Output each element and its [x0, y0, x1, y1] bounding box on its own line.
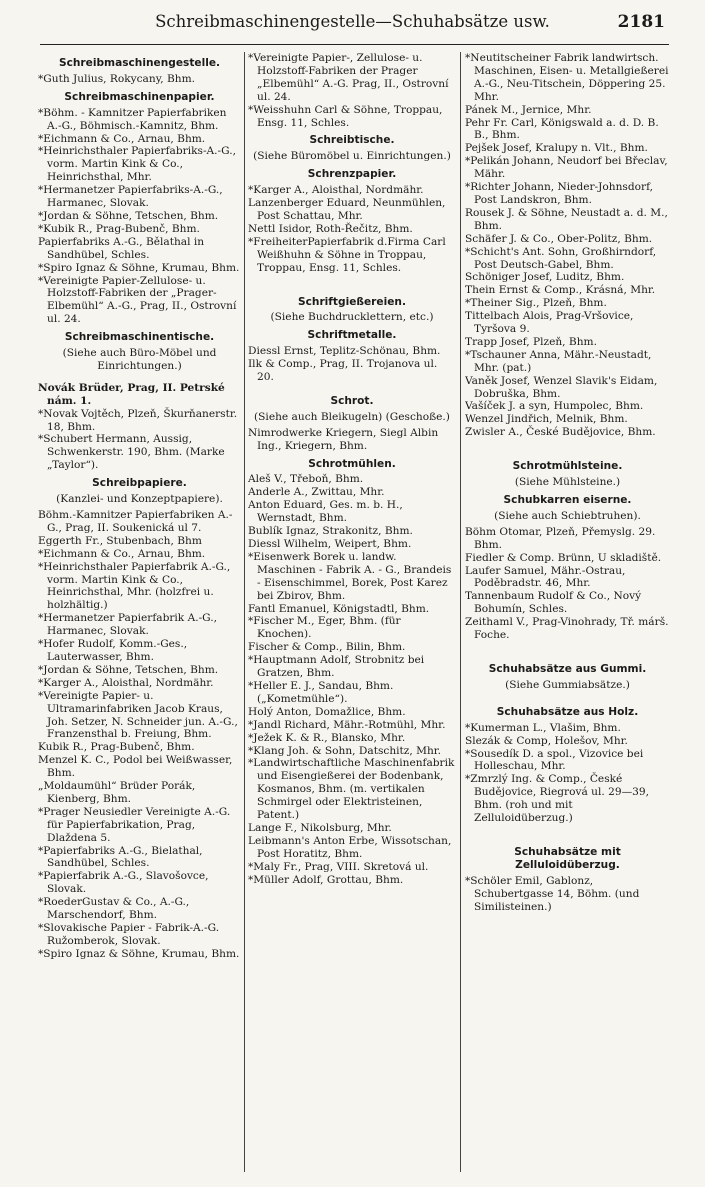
directory-entry: Pánek M., Jernice, Mhr. [465, 103, 592, 116]
directory-entry: *Papierfabrik A.-G., Slavošovce, Slovak. [38, 870, 209, 896]
directory-entry: Leibmann's Anton Erbe, Wissotschan, Post Horatitz, Bhm. [248, 834, 452, 860]
directory-entry: Böhm.-Kamnitzer Papierfabriken A.-G., Prag, II. Soukenická ul 7. [38, 509, 233, 534]
column-divider [460, 52, 461, 1172]
section-heading: Schriftgießereien. [298, 295, 406, 308]
page-header [40, 10, 665, 36]
directory-entry: *Heinrichsthaler Papierfabrik A.-G., vorm. Martin Kink & Co., Heinrichsthal, Mhr. (holzfrei u. holzhältig.) [38, 560, 231, 612]
directory-entry: Lange F., Nikolsburg, Mhr. [248, 821, 392, 834]
header-rule [40, 44, 669, 45]
directory-entry: Zwisler A., České Budějovice, Bhm. [465, 426, 656, 439]
directory-entry: *Böhm. - Kamnitzer Papierfabriken A.-G., Böhmisch.-Kamnitz, Bhm. [38, 106, 227, 132]
directory-entry: *Sousedík D. a spol., Vizovice bei Holleschau, Mhr. [465, 747, 644, 773]
directory-entry: Tannenbaum Rudolf & Co., Nový Bohumín, Schles. [465, 590, 642, 616]
directory-entry: Lanzenberger Eduard, Neunmühlen, Post Schattau, Mhr. [248, 197, 446, 222]
directory-entry: *Schicht's Ant. Sohn, Großhirndorf, Post Deutsch-Gabel, Bhm. [465, 245, 657, 271]
column-2 [248, 52, 456, 1177]
directory-entry: *Zmrzlý Ing. & Comp., České Budějovice, Riegrová ul. 29—39, Bhm. (roh und mit Zelluloidüberzug.) [465, 773, 650, 825]
directory-entry: Fantl Emanuel, Königstadtl, Bhm. [248, 602, 430, 615]
directory-entry: Vaněk Josef, Wenzel Slavik's Eidam, Dobruška, Bhm. [465, 374, 658, 400]
directory-entry: Diessl Ernst, Teplitz-Schönau, Bhm. [248, 345, 441, 358]
section-heading: Schrot. [330, 394, 374, 407]
directory-entry: *Kumerman L., Vlašim, Bhm. [465, 721, 621, 734]
directory-entry: Ilk & Comp., Prag, II. Trojanova ul. 20. [248, 358, 438, 384]
directory-entry: Schäfer J. & Co., Ober-Politz, Bhm. [465, 232, 653, 245]
cross-reference-note: (Siehe auch Bleikugeln) (Geschoße.) [254, 410, 450, 423]
directory-entry: *RoederGustav & Co., A.-G., Marschendorf, Bhm. [38, 896, 190, 922]
spacer [465, 825, 670, 841]
directory-entry: *Theiner Sig., Plzeň, Bhm. [465, 297, 607, 310]
directory-entry: *Klang Joh. & Sohn, Datschitz, Mhr. [248, 744, 442, 757]
directory-entry: *Eichmann & Co., Arnau, Bhm. [38, 547, 206, 560]
directory-entry: Thein Ernst & Comp., Krásná, Mhr. [465, 284, 656, 297]
directory-entry: Vašíček J. a syn, Humpolec, Bhm. [465, 400, 644, 413]
directory-entry: Anderle A., Zwittau, Mhr. [248, 486, 385, 499]
directory-entry: *Heller E. J., Sandau, Bhm. („Kometmühle“). [248, 679, 394, 705]
directory-entry: *Jordan & Söhne, Tetschen, Bhm. [38, 209, 219, 222]
spacer [248, 275, 456, 291]
directory-entry: *Vereinigte Papier-Zellulose- u. Holzstoff-Fabriken der „Prager-Elbemühl“ A.-G., Prag, II., Ostrovní ul. 24. [38, 274, 237, 326]
directory-entry: *Pelikán Johann, Neudorf bei Břeclav, Mähr. [465, 155, 668, 181]
cross-reference-note: (Siehe Mühlsteine.) [514, 476, 621, 489]
directory-entry: Trapp Josef, Plzeň, Bhm. [465, 335, 597, 348]
cross-reference-note: (Siehe Buchdrucklettern, etc.) [270, 311, 434, 324]
directory-entry: Diessl Wilhelm, Weipert, Bhm. [248, 538, 412, 550]
directory-entry: Novák Brüder, Prag, II. Petrské nám. 1. [38, 381, 225, 407]
column-divider [244, 52, 245, 1172]
directory-entry: Laufer Samuel, Mähr.-Ostrau, Poděbradstr. 46, Mhr. [465, 564, 626, 590]
directory-entry: Pejšek Josef, Kralupy n. Vlt., Bhm. [465, 142, 648, 155]
directory-entry: *Spiro Ignaz & Söhne, Krumau, Bhm. [38, 947, 240, 960]
section-heading: Schrotmühlsteine. [512, 460, 623, 473]
section-heading: Schriftmetalle. [307, 329, 397, 342]
directory-entry: Bublík Ignaz, Strakonitz, Bhm. [248, 525, 413, 538]
section-heading: Schuhabsätze aus Gummi. [488, 662, 647, 675]
directory-entry: *Landwirtschaftliche Maschinenfabrik und Eisengießerei der Bodenbank, Kosmanos, Bhm. (m. vertikalen Schmirgel oder Elektristeinen, Patent.) [248, 757, 455, 822]
cross-reference-note: (Siehe Büromöbel u. Einrichtungen.) [253, 150, 451, 163]
directory-entry: *Eisenwerk Borek u. landw. Maschinen - Fabrik A. - G., Brandeis - Eisenschimmel, Borek, Post Karez bei Zbirov, Bhm. [248, 550, 452, 602]
directory-entry: Holý Anton, Domažlice, Bhm. [248, 705, 406, 718]
column-1 [38, 52, 241, 1177]
directory-entry: Aleš V., Třeboň, Bhm. [248, 473, 364, 486]
section-heading: Schrenzpapier. [307, 168, 397, 181]
directory-entry: Tittelbach Alois, Prag-Vršovice, Tyršova 9. [465, 310, 634, 336]
directory-entry: *Tschauner Anna, Mähr.-Neustadt, Mhr. (pat.) [465, 348, 652, 374]
directory-entry: *Heinrichsthaler Papierfabriks-A.-G., vorm. Martin Kink & Co., Heinrichsthal, Mhr. [38, 145, 236, 184]
directory-entry: *Vereinigte Papier-, Zellulose- u. Holzstoff-Fabriken der Prager „Elbemühl“ A.-G. Prag, II., Ostrovní ul. 24. [248, 52, 449, 103]
spacer [248, 384, 456, 390]
section-heading: Schreibmaschinengestelle. [58, 57, 221, 69]
section-heading: Schreibtische. [309, 134, 395, 147]
section-heading: Schreibpapiere. [92, 477, 187, 490]
directory-entry: *Richter Johann, Nieder-Johnsdorf, Post Landskron, Bhm. [465, 181, 653, 206]
section-heading: Schreibmaschinentische. [64, 331, 215, 344]
directory-entry: *Hauptmann Adolf, Strobnitz bei Gratzen, Bhm. [248, 654, 425, 680]
directory-entry: *Eichmann & Co., Arnau, Bhm. [38, 132, 206, 145]
directory-entry: *Hermanetzer Papierfabriks-A.-G., Harmanec, Slovak. [38, 184, 223, 210]
directory-entry: *Maly Fr., Prag, VIII. Skretová ul. [248, 860, 429, 873]
directory-entry: *Fischer M., Eger, Bhm. (für Knochen). [248, 615, 401, 641]
spacer [465, 642, 670, 658]
directory-entry: *Spiro Ignaz & Söhne, Krumau, Bhm. [38, 261, 240, 274]
directory-entry: *Ježek K. & R., Blansko, Mhr. [248, 731, 406, 744]
section-heading: Schreibmaschinenpapier. [64, 90, 215, 103]
directory-entry: *Jandl Richard, Mähr.-Rotmühl, Mhr. [248, 718, 446, 731]
directory-entry: *Karger A., Aloisthal, Nordmähr. [38, 676, 214, 689]
directory-entry: Papierfabriks A.-G., Bělathal in Sandhübel, Schles. [38, 235, 205, 261]
directory-entry: *Schöler Emil, Gablonz, Schubertgasse 14, Böhm. (und Similisteinen.) [465, 874, 640, 913]
directory-entry: Böhm Otomar, Plzeň, Přemyslg. 29. Bhm. [465, 525, 656, 551]
directory-entry: *Weisshuhn Carl & Söhne, Troppau, Ensg. 11, Schles. [248, 103, 443, 129]
directory-entry: „Moldaumühl“ Brüder Porák, Kienberg, Bhm. [38, 780, 196, 805]
directory-entry: *Kubik R., Prag-Bubenč, Bhm. [38, 222, 200, 235]
directory-entry: Wenzel Jindřich, Melnik, Bhm. [465, 413, 628, 426]
section-heading: Schubkarren eiserne. [503, 494, 632, 506]
directory-entry: *Guth Julius, Rokycany, Bhm. [38, 72, 196, 85]
directory-entry: Rousek J. & Söhne, Neustadt a. d. M., Bhm. [465, 206, 668, 232]
page-number: 2181 [617, 12, 665, 32]
directory-entry: *Hermanetzer Papierfabrik A.-G., Harmanec, Slovak. [38, 612, 218, 638]
directory-entry: Kubik R., Prag-Bubenč, Bhm. [38, 741, 195, 754]
spacer [465, 695, 670, 701]
cross-reference-note: (Siehe Gummiabsätze.) [505, 678, 630, 691]
running-title: Schreibmaschinengestelle—Schuhabsätze usw. [155, 12, 550, 31]
section-heading: Schrotmühlen. [308, 457, 396, 470]
section-heading: Schuhabsätze mit Zelluloidüberzug. [514, 845, 621, 871]
directory-entry: *Slovakische Papier - Fabrik-A.-G. Ružomberok, Slovak. [38, 922, 220, 947]
directory-entry: *Schubert Hermann, Aussig, Schwenkerstr. 190, Bhm. (Marke „Taylor“). [38, 433, 225, 472]
directory-entry: Nimrodwerke Kriegern, Siegl Albin Ing., Kriegern, Bhm. [248, 426, 439, 452]
directory-entry: *Karger A., Aloisthal, Nordmähr. [248, 184, 424, 197]
directory-entry: *Novak Vojtěch, Plzeň, Škurňanerstr. 18, Bhm. [38, 407, 238, 433]
directory-entry: Menzel K. C., Podol bei Weißwasser, Bhm. [38, 754, 233, 780]
directory-entry: *Hofer Rudolf, Komm.-Ges., Lauterwasser, Bhm. [38, 638, 188, 663]
directory-entry: Schöniger Josef, Luditz, Bhm. [465, 271, 625, 284]
directory-entry: Anton Eduard, Ges. m. b. H., Wernstadt, Bhm. [248, 499, 403, 525]
directory-entry: *Jordan & Söhne, Tetschen, Bhm. [38, 663, 219, 676]
spacer [465, 439, 670, 455]
directory-entry: Pehr Fr. Carl, Königswald a. d. D. B. B., Bhm. [465, 116, 659, 142]
cross-reference-note: (Kanzlei- und Konzeptpapiere). [56, 493, 223, 506]
cross-reference-note: (Siehe auch Schiebtruhen). [494, 509, 641, 522]
directory-entry: *Vereinigte Papier- u. Ultramarinfabriken Jacob Kraus, Joh. Setzer, N. Schneider jun. A.-G., Franzensthal b. Freiung, Bhm. [38, 689, 238, 741]
directory-entry: Slezák & Comp, Holešov, Mhr. [465, 734, 628, 747]
directory-entry: *Neutitscheiner Fabrik landwirtsch. Maschinen, Eisen- u. Metallgießerei A.-G., Neu-Titschein, Döppering 25. Mhr. [465, 52, 669, 103]
column-3 [465, 52, 670, 1177]
cross-reference-note: (Siehe auch Büro-Möbel und Einrichtungen.) [62, 347, 217, 372]
directory-entry: *Prager Neusiedler Vereinigte A.-G. für Papierfabrikation, Prag, Dlaždena 5. [38, 805, 231, 844]
directory-entry: Eggerth Fr., Stubenbach, Bhm [38, 534, 202, 547]
directory-entry: *FreiheiterPapierfabrik d.Firma Carl Weißhuhn & Söhne in Troppau, Troppau, Ensg. 11, Schles. [248, 235, 446, 274]
directory-entry: *Papierfabriks A.-G., Bielathal, Sandhübel, Schles. [38, 844, 203, 870]
section-heading: Schuhabsätze aus Holz. [496, 705, 639, 718]
directory-entry: Fischer & Comp., Bilin, Bhm. [248, 641, 406, 654]
directory-entry: Zeithaml V., Prag-Vinohrady, Tř. márš. Foche. [465, 616, 669, 642]
directory-entry: Nettl Isidor, Roth-Řečitz, Bhm. [248, 222, 413, 235]
directory-entry: *Müller Adolf, Grottau, Bhm. [248, 873, 404, 886]
directory-entry: Fiedler & Comp. Brünn, U skladiště. [465, 551, 662, 564]
